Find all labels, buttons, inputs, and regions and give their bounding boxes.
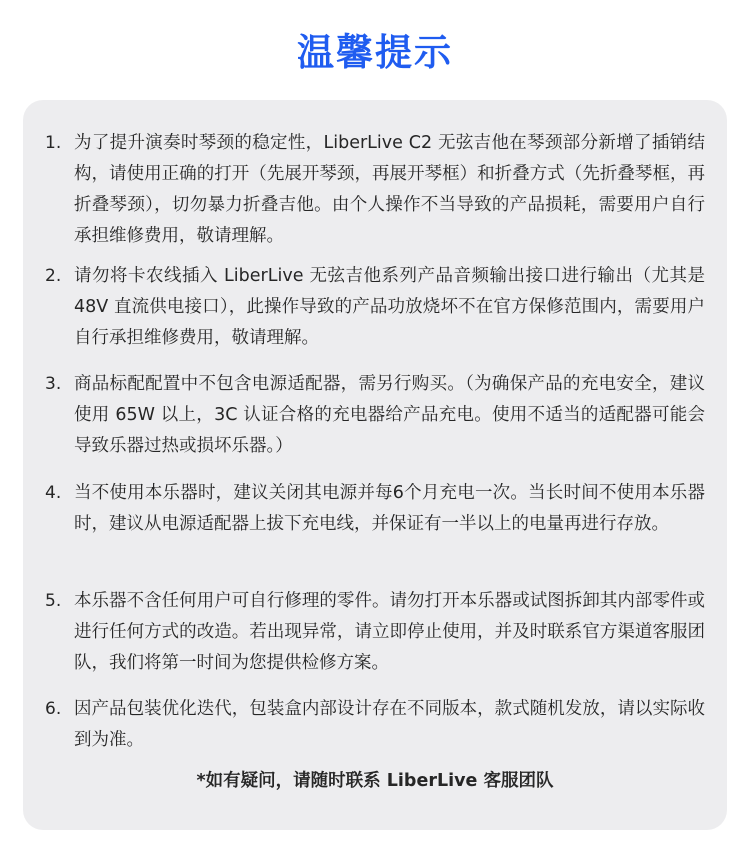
list-item (45, 586, 705, 679)
list-item (45, 478, 705, 540)
notice-card (23, 100, 727, 830)
item-number: 4. (45, 483, 62, 503)
item-text: 本乐器不含任何用户可自行修理的零件。请勿打开本乐器或试图拆卸其内部零件或进行任何方式的改造。若出现异常，请立即停止使用，并及时联系官方渠道客服团队，我们将第一时间为您提供检修方案。 (74, 591, 705, 673)
contact-note: *如有疑问，请随时联系 LiberLive 客服团队 (196, 771, 554, 791)
item-number: 2. (45, 266, 62, 286)
list-item (45, 261, 705, 354)
item-text: 为了提升演奏时琴颈的稳定性，LiberLive C2 无弦吉他在琴颈部分新增了插销结构，请使用正确的打开（先展开琴颈，再展开琴框）和折叠方式（先折叠琴框，再折叠琴颈），切勿暴力折叠吉他。由个人操作不当导致的产品损耗，需要用户自行承担维修费用，敬请理解。 (74, 133, 705, 246)
list-item (45, 369, 705, 462)
item-number: 5. (45, 591, 62, 611)
item-text: 请勿将卡农线插入 LiberLive 无弦吉他系列产品音频输出接口进行输出（尤其是 48V 直流供电接口），此操作导致的产品功放烧坏不在官方保修范围内，需要用户自行承担维修费用，敬请理解。 (74, 266, 705, 348)
page-title: 温馨提示 (297, 31, 453, 74)
item-number: 1. (45, 133, 62, 153)
item-number: 3. (45, 374, 62, 394)
item-text: 商品标配配置中不包含电源适配器，需另行购买。（为确保产品的充电安全，建议使用 65W 以上，3C 认证合格的充电器给产品充电。使用不适当的适配器可能会导致乐器过热或损坏乐器。） (74, 374, 705, 456)
list-item (45, 694, 705, 756)
item-text: 当不使用本乐器时，建议关闭其电源并每6个月充电一次。当长时间不使用本乐器时，建议从电源适配器上拔下充电线，并保证有一半以上的电量再进行存放。 (74, 483, 705, 534)
item-text: 因产品包装优化迭代，包装盒内部设计存在不同版本，款式随机发放，请以实际收到为准。 (74, 699, 705, 750)
item-number: 6. (45, 699, 62, 719)
list-item (45, 128, 705, 252)
